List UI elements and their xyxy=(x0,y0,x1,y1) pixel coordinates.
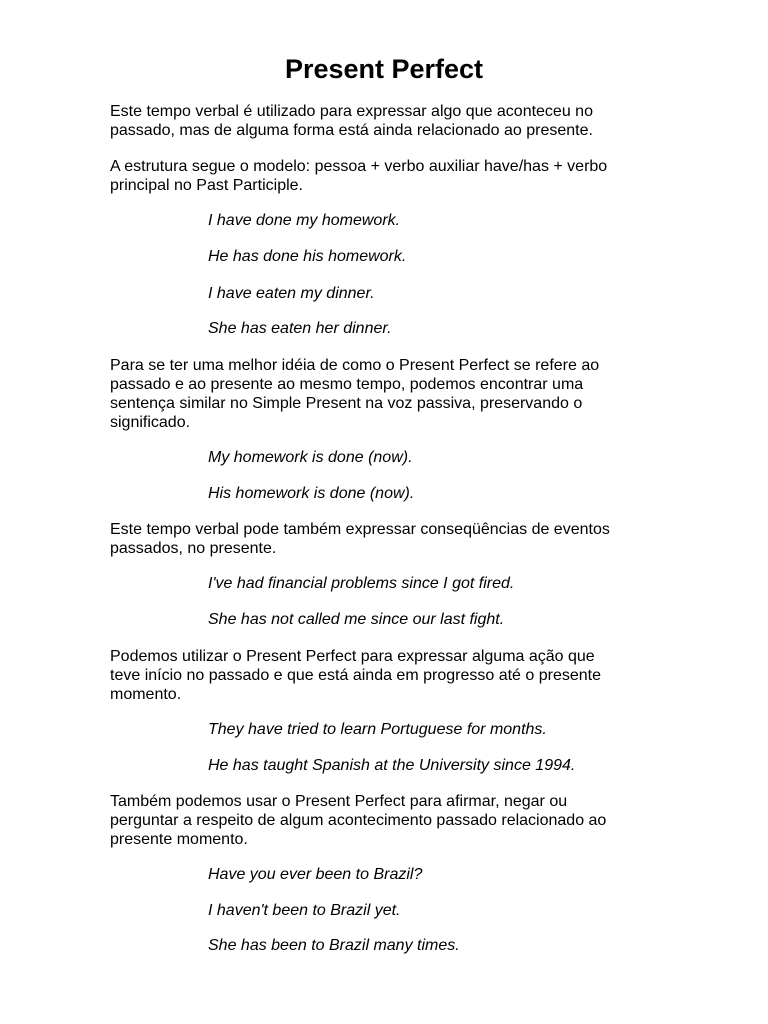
paragraph-line: teve início no passado e que está ainda em progresso até o presente xyxy=(110,667,601,684)
example-sentence: He has taught Spanish at the University since 1994. xyxy=(208,757,576,774)
page-title: Present Perfect xyxy=(284,54,484,84)
example-sentence: I have eaten my dinner. xyxy=(208,285,375,302)
example-sentence: She has been to Brazil many times. xyxy=(208,937,460,954)
example-sentence: He has done his homework. xyxy=(208,248,407,265)
example-sentence: I have done my homework. xyxy=(208,212,401,229)
example-sentence: I haven't been to Brazil yet. xyxy=(208,902,401,919)
example-sentence: She has eaten her dinner. xyxy=(208,320,392,337)
paragraph-line: presente momento. xyxy=(110,831,248,848)
paragraph-line: Para se ter uma melhor idéia de como o Present Perfect se refere ao xyxy=(110,357,600,374)
paragraph-line: Este tempo verbal é utilizado para expressar algo que aconteceu no xyxy=(110,103,593,120)
example-sentence: She has not called me since our last fight. xyxy=(208,611,505,628)
paragraph-passive xyxy=(110,356,670,432)
paragraph-questions xyxy=(110,792,670,849)
example-sentence: I've had financial problems since I got fired. xyxy=(208,575,515,592)
paragraph-consequences xyxy=(110,520,670,558)
paragraph-line: Este tempo verbal pode também expressar conseqüências de eventos xyxy=(110,521,610,538)
paragraph-line: Também podemos usar o Present Perfect para afirmar, negar ou xyxy=(110,793,568,810)
paragraph-progress xyxy=(110,647,670,704)
example-sentence: My homework is done (now). xyxy=(208,449,413,466)
example-sentence: Have you ever been to Brazil? xyxy=(208,866,423,883)
paragraph-line: Podemos utilizar o Present Perfect para expressar alguma ação que xyxy=(110,648,595,665)
paragraph-line: passado, mas de alguma forma está ainda relacionado ao presente. xyxy=(110,122,593,139)
paragraph-line: perguntar a respeito de algum acontecimento passado relacionado ao xyxy=(110,812,607,829)
paragraph-line: principal no Past Participle. xyxy=(110,177,303,194)
example-sentence: His homework is done (now). xyxy=(208,485,415,502)
paragraph-line: passado e ao presente ao mesmo tempo, podemos encontrar uma xyxy=(110,376,584,393)
paragraph-line: sentença similar no Simple Present na voz passiva, preservando o xyxy=(110,395,583,412)
paragraph-line: passados, no presente. xyxy=(110,540,277,557)
paragraph-intro xyxy=(110,102,670,140)
paragraph-line: A estrutura segue o modelo: pessoa + verbo auxiliar have/has + verbo xyxy=(110,158,608,175)
paragraph-line: significado. xyxy=(110,414,191,431)
example-sentence: They have tried to learn Portuguese for months. xyxy=(208,721,547,738)
paragraph-structure xyxy=(110,157,670,195)
paragraph-line: momento. xyxy=(110,686,182,703)
